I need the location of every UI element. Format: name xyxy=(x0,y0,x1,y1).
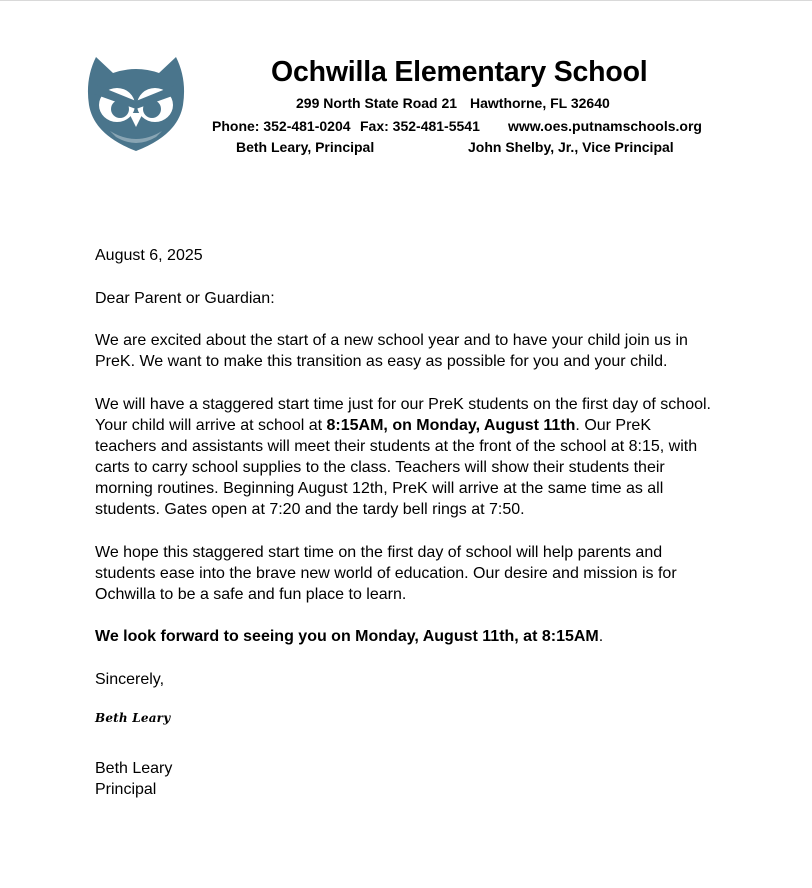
paragraph-2-line-5: morning routines. Beginning August 12th, PreK will arrive at the same time as all xyxy=(95,480,664,497)
paragraph-1-line-2: PreK. We want to make this transition as easy as possible for you and your child. xyxy=(95,353,668,370)
school-website: www.oes.putnamschools.org xyxy=(508,118,702,134)
closing-bold: We look forward to seeing you on Monday, August 11th, at 8:15AM xyxy=(95,628,599,645)
letter-date: August 6, 2025 xyxy=(95,247,203,264)
owl-icon xyxy=(86,53,186,153)
school-city: Hawthorne, FL 32640 xyxy=(470,95,610,111)
paragraph-2-line-2 xyxy=(95,415,735,436)
school-phone: Phone: 352-481-0204 xyxy=(212,118,351,134)
paragraph-3-line-1: We hope this staggered start time on the first day of school will help parents and xyxy=(95,544,663,561)
paragraph-2-line-6: students. Gates open at 7:20 and the tardy bell rings at 7:50. xyxy=(95,501,525,518)
arrival-text: Your child will arrive at school at xyxy=(95,417,327,434)
paragraph-3-line-2: students ease into the brave new world of education. Our desire and mission is for xyxy=(95,565,677,582)
paragraph-2-line-3: teachers and assistants will meet their students at the front of the school at 8:15, with xyxy=(95,438,698,455)
paragraph-3-line-3: Ochwilla to be a safe and fun place to learn. xyxy=(95,586,407,603)
closing-period: . xyxy=(598,628,604,645)
signer-name: Beth Leary xyxy=(95,760,173,777)
handwritten-signature: Beth Leary xyxy=(95,711,171,725)
letter-salutation: Dear Parent or Guardian: xyxy=(95,290,275,307)
vice-principal-line: John Shelby, Jr., Vice Principal xyxy=(468,139,674,155)
signer-title: Principal xyxy=(95,781,157,798)
closing-statement xyxy=(95,626,735,647)
paragraph-2-line-1: We will have a staggered start time just for our PreK students on the first day of school. xyxy=(95,396,711,413)
principal-line: Beth Leary, Principal xyxy=(236,139,375,155)
paragraph-1-line-1: We are excited about the start of a new school year and to have your child join us in xyxy=(95,332,688,349)
arrival-time-highlight: 8:15AM, on Monday, August 11th xyxy=(326,417,576,434)
school-address: 299 North State Road 21 xyxy=(296,95,458,111)
arrival-text-end: . Our PreK xyxy=(575,417,651,434)
school-fax: Fax: 352-481-5541 xyxy=(360,118,480,134)
school-name: Ochwilla Elementary School xyxy=(271,56,648,88)
signoff: Sincerely, xyxy=(95,671,165,688)
page-top-rule xyxy=(0,0,812,1)
paragraph-2-line-4: carts to carry school supplies to the class. Teachers will show their students their xyxy=(95,459,665,476)
